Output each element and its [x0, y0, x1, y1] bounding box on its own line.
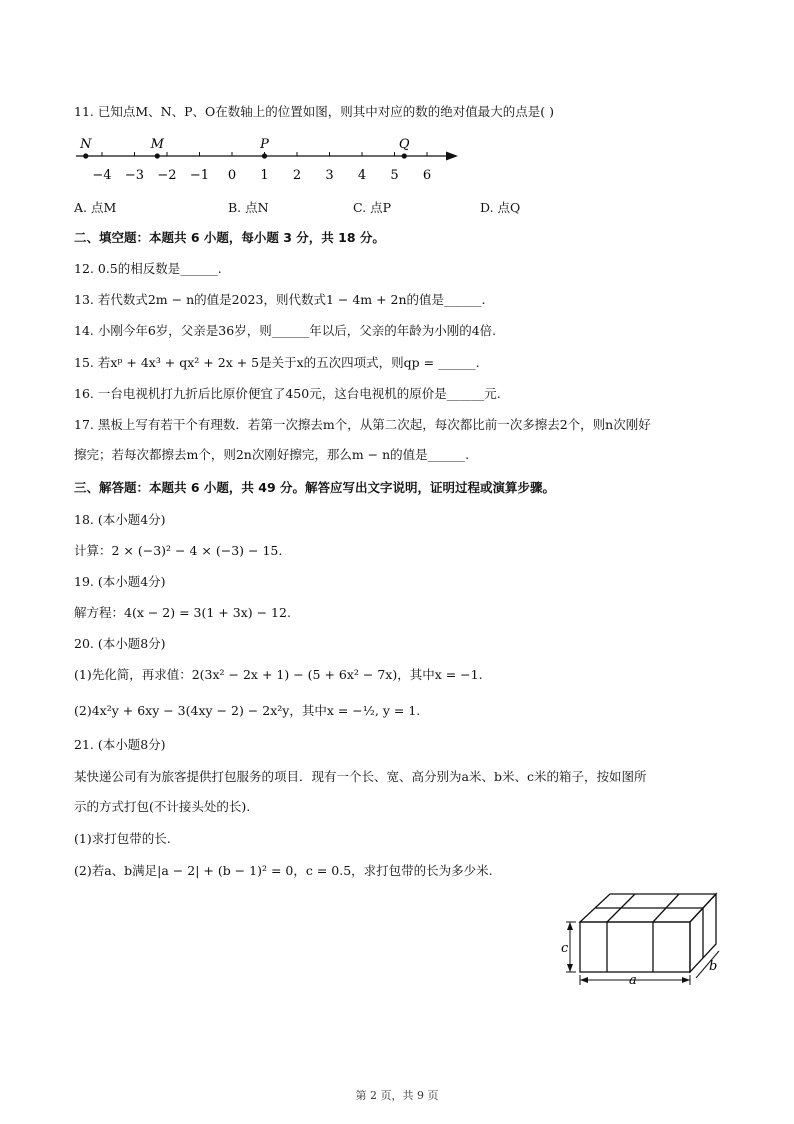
number-line-tick-label: −3 — [124, 168, 145, 182]
number-line-point-n — [83, 153, 88, 158]
number-line-point-label-p: P — [260, 137, 269, 152]
q19-body: 解方程：4(x − 2) = 3(1 + 3x) − 12. — [74, 605, 291, 620]
q21-part1: (1)求打包带的长. — [74, 831, 171, 846]
q13: 13. 若代数式2m − n的值是2023，则代数式1 − 4m + 2n的值是______. — [74, 292, 486, 307]
q17-line2: 擦完；若每次都擦去m个，则2n次刚好擦完，那么m − n的值是______. — [74, 447, 470, 462]
number-line-tick-label: −2 — [157, 168, 177, 182]
number-line-point-label-n: N — [80, 137, 92, 152]
page-footer: 第 2 页，共 9 页 — [355, 1089, 439, 1102]
q11-stem: 11. 已知点M、N、P、O在数轴上的位置如图，则其中对应的数的绝对值最大的点是( ) — [74, 104, 554, 119]
q21-body-line1: 某快递公司有为旅客提供打包服务的项目．现有一个长、宽、高分别为a米、b米、c米的箱子，按如图所 — [74, 769, 647, 784]
package-box-figure — [556, 886, 726, 996]
q20-title: 20. (本小题8分) — [74, 636, 166, 651]
q11-option-c: C. 点P — [353, 200, 391, 215]
number-line-tick-label: 0 — [227, 168, 237, 182]
q16: 16. 一台电视机打九折后比原价便宜了450元，这台电视机的原价是______元. — [74, 386, 501, 401]
number-line-tick-label: 4 — [357, 168, 367, 182]
q11-option-d: D. 点Q — [480, 200, 521, 215]
q11-option-b: B. 点N — [228, 200, 269, 215]
box-label-a: a — [629, 973, 637, 988]
section2-heading: 二、填空题：本题共 6 小题，每小题 3 分，共 18 分。 — [74, 230, 385, 245]
section3-heading: 三、解答题：本题共 6 小题，共 49 分。解答应写出文字说明，证明过程或演算步骤。 — [74, 480, 556, 495]
q18-title: 18. (本小题4分) — [74, 512, 166, 527]
q17-line1: 17. 黑板上写有若干个有理数．若第一次擦去m个，从第二次起，每次都比前一次多擦去2个，则n次刚好 — [74, 417, 651, 432]
q11-option-a: A. 点M — [74, 200, 117, 215]
box-label-b: b — [709, 959, 718, 974]
number-line — [68, 130, 468, 182]
box-label-c: c — [561, 941, 569, 956]
number-line-tick-label: 5 — [390, 168, 399, 182]
number-line-tick-label: 1 — [260, 168, 269, 182]
number-line-point-p — [262, 153, 267, 158]
q18-body: 计算：2 × (−3)² − 4 × (−3) − 15. — [74, 543, 283, 558]
number-line-arrow — [446, 152, 458, 161]
number-line-tick-label: 6 — [422, 168, 432, 182]
q12: 12. 0.5的相反数是______. — [74, 261, 222, 276]
q21-part2: (2)若a、b满足|a − 2| + (b − 1)² = 0，c = 0.5，求打包带的长为多少米. — [74, 863, 493, 878]
number-line-tick-label: 2 — [292, 168, 302, 182]
number-line-tick-label: −1 — [189, 168, 210, 182]
number-line-point-label-m: M — [150, 137, 164, 152]
q19-title: 19. (本小题4分) — [74, 574, 166, 589]
q21-title: 21. (本小题8分) — [74, 737, 166, 752]
number-line-tick-label: 3 — [325, 168, 334, 182]
q20-part2: (2)4x²y + 6xy − 3(4xy − 2) − 2x²y，其中x = −½, y = 1. — [74, 703, 421, 718]
q20-part1: (1)先化简，再求值：2(3x² − 2x + 1) − (5 + 6x² − 7x)，其中x = −1. — [74, 667, 483, 682]
number-line-point-label-q: Q — [398, 137, 410, 152]
q15: 15. 若xᵖ + 4x³ + qx² + 2x + 5是关于x的五次四项式，则qp = ______. — [74, 355, 480, 370]
q14: 14. 小刚今年6岁，父亲是36岁，则______年以后，父亲的年龄为小刚的4倍. — [74, 323, 497, 338]
number-line-point-q — [402, 153, 407, 158]
number-line-tick-label: −4 — [92, 168, 112, 182]
q21-body-line2: 示的方式打包(不计接头处的长). — [74, 799, 251, 814]
number-line-point-m — [155, 153, 160, 158]
